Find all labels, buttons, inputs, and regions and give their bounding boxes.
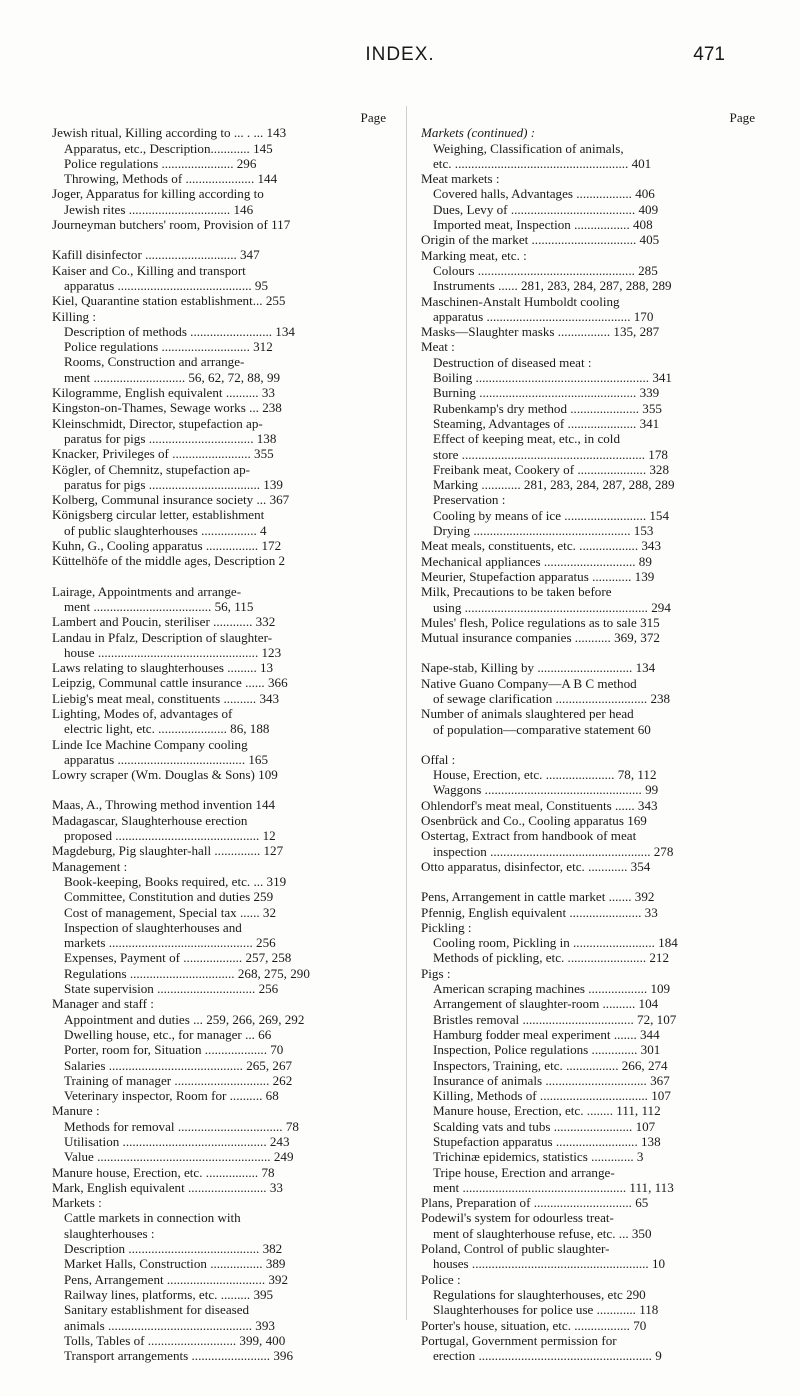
index-entry: Railway lines, platforms, etc. ......... 395 — [64, 1286, 274, 1302]
index-entry: Utilisation ............................................ 243 — [64, 1134, 290, 1149]
index-entry: Imported meat, Inspection ................. 408 — [433, 217, 653, 233]
index-entry: apparatus ............................................ 170 — [433, 308, 654, 324]
index-entry: of public slaughterhouses ................. 4 — [64, 522, 267, 538]
index-entry: Porter's house, situation, etc. ................. 70 — [421, 1317, 647, 1333]
index-entry: Jewish rites ............................... 146 — [64, 201, 254, 217]
index-entry: Pens, Arrangement in cattle market ....... 392 — [421, 889, 655, 905]
index-entry: Arrangement of slaughter-room .......... 104 — [433, 996, 659, 1012]
index-entry: Lighting, Modes of, advantages of — [52, 705, 233, 721]
index-entry: Cooling room, Pickling in ......................... 184 — [433, 935, 678, 951]
index-entry: Expenses, Payment of .................. 257, 258 — [64, 950, 292, 966]
index-entry: Laws relating to slaughterhouses ......... 13 — [52, 660, 274, 676]
index-entry: Dues, Levy of ...................................... 409 — [433, 201, 659, 217]
index-entry: Colours ................................................ 285 — [433, 262, 658, 278]
index-entry: Kleinschmidt, Director, stupefaction ap- — [52, 415, 263, 431]
index-entry: Nape-stab, Killing by ............................. 134 — [421, 660, 656, 676]
index-entry: Pickling : — [421, 919, 472, 935]
index-entry: Sanitary establishment for diseased — [64, 1302, 250, 1318]
section-gap — [421, 874, 757, 889]
index-entry: apparatus ......................................... 95 — [64, 277, 269, 293]
index-entry: Liebig's meat meal, constituents .......... 343 — [52, 690, 280, 706]
index-entry: Kaiser and Co., Killing and transport — [52, 262, 246, 278]
index-entry: etc. ..................................................... 401 — [433, 155, 652, 171]
index-entry: of population—comparative statement 60 — [433, 721, 651, 737]
index-entry: Kingston-on-Thames, Sewage works ... 238 — [52, 400, 282, 416]
index-entry: Waggons ................................................ 99 — [433, 782, 659, 798]
index-entry: slaughterhouses : — [64, 1225, 155, 1241]
index-entry: Milk, Precautions to be taken before — [421, 584, 612, 600]
index-entry: Bristles removal .................................. 72, 107 — [433, 1011, 677, 1027]
index-entry: Boiling ..................................................... 341 — [433, 370, 672, 386]
index-entry: Kilogramme, English equivalent .......... 33 — [52, 385, 275, 401]
index-entry: Regulations ................................ 268, 275, 290 — [64, 965, 310, 981]
index-entry: Inspection of slaughterhouses and — [64, 919, 242, 935]
index-entry: Ostertag, Extract from handbook of meat — [421, 828, 637, 844]
index-entry: Manure : — [52, 1103, 100, 1119]
index-entry: Committee, Constitution and duties 259 — [64, 889, 274, 905]
index-entry: Lambert and Poucin, steriliser ............ 332 — [52, 614, 276, 630]
index-entry: Effect of keeping meat, etc., in cold — [433, 431, 620, 447]
index-entry: electric light, etc. ..................... 86, 188 — [64, 721, 270, 737]
index-entry: Preservation : — [433, 492, 506, 508]
index-entry: Otto apparatus, disinfector, etc. ............ 354 — [421, 858, 651, 874]
index-entry: Transport arrangements ........................ 396 — [64, 1348, 293, 1364]
index-entry: Landau in Pfalz, Description of slaughter- — [52, 629, 273, 645]
index-entry: ment .................................... 56, 115 — [64, 598, 254, 614]
index-entry: Pigs : — [421, 965, 451, 981]
section-gap — [52, 232, 388, 247]
index-entry: of sewage clarification ............................ 238 — [433, 690, 671, 706]
index-entry: Markets : — [52, 1195, 102, 1211]
index-entry: Drying ................................................ 153 — [433, 523, 654, 539]
index-entry: apparatus ....................................... 165 — [64, 751, 269, 767]
index-entry: Königsberg circular letter, establishment — [52, 507, 265, 523]
index-entry: Origin of the market ................................ 405 — [421, 232, 660, 248]
page-column-label: Page — [729, 110, 755, 125]
index-entry: Kiel, Quarantine station establishment... 255 — [52, 293, 286, 309]
page-header — [0, 44, 800, 70]
index-entry: houses ...................................................... 10 — [433, 1256, 666, 1272]
index-entry: Masks—Slaughter masks ................ 135, 287 — [421, 324, 660, 340]
index-entry: Maas, A., Throwing method invention 144 — [52, 797, 276, 813]
index-entry: Burning ................................................ 339 — [433, 385, 660, 401]
index-entry: ment ............................ 56, 62, 72, 88, 99 — [64, 369, 281, 385]
index-column-right — [421, 110, 757, 1363]
index-entry: Salaries ......................................... 265, 267 — [64, 1057, 293, 1073]
index-column-left — [52, 110, 388, 1363]
index-entry: Lowry scraper (Wm. Douglas & Sons) 109 — [52, 767, 278, 783]
index-entry: Training of manager ............................. 262 — [64, 1072, 293, 1088]
index-entry: Kögler, of Chemnitz, stupefaction ap- — [52, 461, 251, 477]
index-entry: Poland, Control of public slaughter- — [421, 1241, 610, 1257]
section-gap — [421, 737, 757, 752]
index-entry: Cost of management, Special tax ...... 32 — [64, 904, 276, 920]
index-entry: Stupefaction apparatus ......................... 138 — [433, 1134, 661, 1149]
index-entry: erection ..................................................... 9 — [433, 1348, 662, 1364]
index-entry: paratus for pigs ................................ 138 — [64, 430, 277, 446]
index-entry: Linde Ice Machine Company cooling — [52, 736, 248, 752]
index-entry: Journeyman butchers' room, Provision of 117 — [52, 217, 291, 233]
column-divider — [406, 106, 407, 1320]
index-entry: Inspectors, Training, etc. ................ 266, 274 — [433, 1057, 668, 1073]
index-entry: Manager and staff : — [52, 996, 154, 1012]
page-column-label: Page — [360, 110, 386, 125]
index-entry: Podewil's system for odourless treat- — [421, 1210, 614, 1226]
index-entry: Methods of pickling, etc. ........................ 212 — [433, 950, 670, 966]
index-entry: Insurance of animals ............................... 367 — [433, 1072, 670, 1088]
index-entry: Meat : — [421, 339, 455, 355]
index-entry: Slaughterhouses for police use ............ 118 — [433, 1302, 659, 1318]
index-entry: Kuhn, G., Cooling apparatus ................ 172 — [52, 538, 282, 554]
index-entry: Police regulations ...................... 296 — [64, 155, 257, 171]
index-entry: Value ..................................................... 249 — [64, 1149, 294, 1165]
index-entry: Apparatus, etc., Description............ 145 — [64, 140, 273, 156]
index-entry: Pens, Arrangement .............................. 392 — [64, 1271, 289, 1287]
index-entry: Manure house, Erection, etc. ................ 78 — [52, 1164, 275, 1180]
index-entry: Mutual insurance companies ........... 369, 372 — [421, 630, 660, 646]
index-entry: Killing : — [52, 308, 97, 324]
index-entry: Police regulations ........................... 312 — [64, 339, 273, 355]
index-entry: Inspection, Police regulations .............. 301 — [433, 1042, 661, 1058]
section-gap — [52, 569, 388, 584]
index-entry: animals ............................................ 393 — [64, 1317, 275, 1333]
index-entry: Killing, Methods of ................................. 107 — [433, 1088, 671, 1104]
index-entry: Description ........................................ 382 — [64, 1241, 283, 1257]
section-gap — [52, 782, 388, 797]
index-entry: Police : — [421, 1271, 461, 1287]
index-entry: proposed ............................................ 12 — [64, 828, 276, 844]
index-entry: Instruments ...... 281, 283, 284, 287, 288, 289 — [433, 278, 672, 294]
index-entry: Market Halls, Construction ................ 389 — [64, 1256, 286, 1272]
section-gap — [421, 645, 757, 660]
index-entry: Leipzig, Communal cattle insurance ...... 366 — [52, 675, 288, 691]
index-entry: Cooling by means of ice ......................... 154 — [433, 507, 670, 523]
index-entry: Tripe house, Erection and arrange- — [433, 1164, 615, 1180]
index-entry: Markets (continued) : — [421, 125, 536, 141]
index-entry: store ........................................................ 178 — [433, 446, 668, 462]
index-entry: Regulations for slaughterhouses, etc 290 — [433, 1286, 646, 1302]
index-entry: Meurier, Stupefaction apparatus ............ 139 — [421, 568, 655, 584]
index-entry: Destruction of diseased meat : — [433, 354, 592, 370]
index-entry: Manure house, Erection, etc. ........ 111, 112 — [433, 1103, 661, 1119]
index-entry: paratus for pigs .................................. 139 — [64, 476, 283, 492]
index-entry: Covered halls, Advantages ................. 406 — [433, 186, 655, 202]
index-entry: Portugal, Government permission for — [421, 1332, 617, 1348]
index-entry: Pfennig, English equivalent ...................... 33 — [421, 904, 658, 920]
index-entry: Mules' flesh, Police regulations as to sale 315 — [421, 614, 660, 630]
index-entry: Throwing, Methods of ..................... 144 — [64, 171, 278, 187]
index-entry: Lairage, Appointments and arrange- — [52, 583, 242, 599]
index-entry: Jewish ritual, Killing according to ... . ... 143 — [52, 125, 287, 141]
index-entry: Marking ............ 281, 283, 284, 287, 288, 289 — [433, 477, 675, 493]
index-entry: Tolls, Tables of ........................... 399, 400 — [64, 1332, 286, 1348]
index-entry: Dwelling house, etc., for manager ... 66 — [64, 1026, 272, 1042]
index-entry: Plans, Preparation of .............................. 65 — [421, 1195, 649, 1211]
index-entry: Maschinen-Anstalt Humboldt cooling — [421, 293, 620, 309]
index-entry: Mark, English equivalent ........................ 33 — [52, 1179, 283, 1195]
index-entry: Porter, room for, Situation ................... 70 — [64, 1042, 284, 1058]
index-entry: Küttelhöfe of the middle ages, Description 2 — [52, 553, 286, 569]
index-entry: ment .................................................. 111, 113 — [433, 1179, 674, 1195]
index-entry: Hamburg fodder meal experiment ....... 344 — [433, 1026, 660, 1042]
index-entry: Veterinary inspector, Room for .......... 68 — [64, 1088, 279, 1104]
index-entry: Offal : — [421, 751, 456, 767]
index-entry: Management : — [52, 858, 128, 874]
index-entry: State supervision .............................. 256 — [64, 981, 279, 997]
index-entry: Book-keeping, Books required, etc. ... 319 — [64, 873, 287, 889]
index-entry: Knacker, Privileges of ........................ 355 — [52, 446, 274, 462]
index-entry: Freibank meat, Cookery of ..................... 328 — [433, 461, 670, 477]
index-entry: markets ............................................ 256 — [64, 935, 276, 951]
index-entry: Kolberg, Communal insurance society ... 367 — [52, 492, 290, 508]
index-entry: Cattle markets in connection with — [64, 1210, 241, 1226]
index-entry: inspection ................................................. 278 — [433, 843, 674, 859]
index-entry: Description of methods ......................... 134 — [64, 323, 295, 339]
index-entry: Rooms, Construction and arrange- — [64, 354, 245, 370]
index-entry: Madagascar, Slaughterhouse erection — [52, 812, 248, 828]
index-entry: Kafill disinfector ............................ 347 — [52, 247, 260, 263]
index-entry: Weighing, Classification of animals, — [433, 140, 624, 156]
page-number: 471 — [693, 44, 725, 65]
index-entry: Steaming, Advantages of ..................... 341 — [433, 415, 660, 431]
index-entry: Native Guano Company—A B C method — [421, 675, 637, 691]
index-entry: Methods for removal ................................ 78 — [64, 1118, 299, 1134]
index-entry: Meat markets : — [421, 171, 500, 187]
index-entry: house ................................................. 123 — [64, 644, 282, 660]
index-entry: Rubenkamp's dry method ..................... 355 — [433, 400, 662, 416]
index-entry: Number of animals slaughtered per head — [421, 706, 634, 722]
index-entry: Marking meat, etc. : — [421, 247, 527, 263]
index-entry: Joger, Apparatus for killing according to — [52, 186, 264, 202]
index-entry: Appointment and duties ... 259, 266, 269, 292 — [64, 1011, 305, 1027]
index-entry: Ohlendorf's meat meal, Constituents ...... 343 — [421, 797, 658, 813]
index-entry: Osenbrück and Co., Cooling apparatus 169 — [421, 813, 647, 829]
index-entry: using ........................................................ 294 — [433, 599, 671, 615]
index-entry: Magdeburg, Pig slaughter-hall .............. 127 — [52, 843, 284, 859]
page-title: INDEX. — [365, 44, 435, 65]
index-entry: Meat meals, constituents, etc. .................. 343 — [421, 538, 662, 554]
index-entry: American scraping machines .................. 109 — [433, 981, 671, 997]
index-entry: Mechanical appliances ............................ 89 — [421, 553, 652, 569]
index-entry: ment of slaughterhouse refuse, etc. ... 350 — [433, 1225, 652, 1241]
index-entry: Scalding vats and tubs ........................ 107 — [433, 1118, 656, 1134]
index-entry: Trichinæ epidemics, statistics ............. 3 — [433, 1149, 644, 1165]
index-entry: House, Erection, etc. ..................... 78, 112 — [433, 767, 657, 783]
